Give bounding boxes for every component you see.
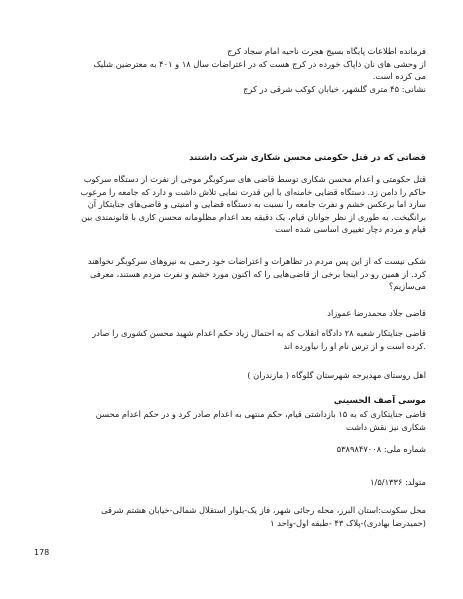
text-line: سازد اما برعکس خشم و نفرت جامعه را نسبت به دستگاه قضایی و امنیتی و قاضی‌های جنایتکار آن: [87, 199, 426, 210]
text-line: نشانی: ۴۵ متری گلشهر، خیابان کوکب شرقی در کرج: [243, 83, 426, 94]
text-line: شکی نیست که از این پس مردم در تظاهرات و اعتراضات خود رحمی به نیروهای سرکوبگر نخواهند: [87, 256, 426, 266]
judge1-name: قاضی جلاد محمدرضا عموزاد: [327, 308, 426, 318]
national-id: شماره ملی: ۵۳۸۹۸۴۷۰۰۸: [336, 444, 426, 454]
birth-date: متولد: ۱/۵/۱۳۳۶: [370, 477, 426, 487]
text-line: فرمانده اطلاعات پایگاه بسیج هجرت ناحیه امام سجاد کرج: [227, 46, 426, 56]
top-paragraph: [40, 45, 426, 95]
text-line: (حمیدرضا بهادری)-پلاک ۴۳ -طبقه اول-واحد ۱: [270, 517, 426, 528]
text-line: برانگیخت. به طوری از نظر جوانان قیام، یک دقیقه بعد اعدام مظلومانه محسن کاری با قانونمندی بین: [81, 211, 426, 222]
text-line: می کرده است.: [372, 71, 426, 82]
text-line: حاکم را دامن زد. دستگاه قضایی خامنه‌ای با این قدرت نمایی تلاش داشت و دارد که جامعه را مرعوب: [80, 186, 426, 197]
intro-paragraph: [40, 173, 426, 236]
text-line: محل سکونت:استان البرز، محله رجائی شهر، فاز یک-بلوار استقلال شمالی-خیابان هشتم شرقی: [101, 505, 426, 515]
text-line: می‌سازیم؟: [388, 281, 426, 292]
text-line: قاضی جنایتکاری که به ۱۵ بازداشتی قیام، حکم منتهی به اعدام صادر کرد و در حکم اعدام محسن: [95, 409, 426, 419]
page-number: 178: [34, 548, 50, 557]
section-title: قضاتی که در قتل حکومتی محسن شکاری شرکت داشتند: [189, 153, 426, 163]
text-line: کرد. از همین رو در اینجا برخی از قاضی‌هایی را که اکنون مورد خشم و نفرت مردم هستند، معرفی: [90, 268, 426, 279]
second-paragraph: [40, 255, 426, 293]
text-line: قتل حکومتی و اعدام محسن شکاری توسط قاضی های سرکوبگر موجی از نفرت از دستگاه سرکوب: [83, 174, 426, 184]
text-line: شکاری نیز نقش داشت: [345, 421, 426, 432]
text-line: قیام و مردم دچار تغییری اساسی شده است: [275, 224, 426, 235]
judge2-details: [40, 408, 426, 433]
text-line: از وحشی های نان ذاپاک خورده در کرج هست که در اعتراضات سال ۱۸ و ۴۰۱ به معترضین شلیک: [93, 58, 426, 69]
text-line: قاضی جنایتکار شعبه ۲۸ دادگاه انقلاب که به احتمال زیاد حکم اعدام شهید محسن کشوری را صادر: [92, 328, 426, 338]
residence-address: [40, 504, 426, 529]
judge2-name: موسی آصف الحسینی: [333, 396, 426, 406]
text-line: .کرده است و از ترس نام او را نیاورده اند: [283, 340, 426, 351]
judge1-details: [40, 327, 426, 352]
judge1-origin: اهل روستای مهدیرجه شهرستان گلوگاه ( مازندران ): [247, 370, 426, 380]
